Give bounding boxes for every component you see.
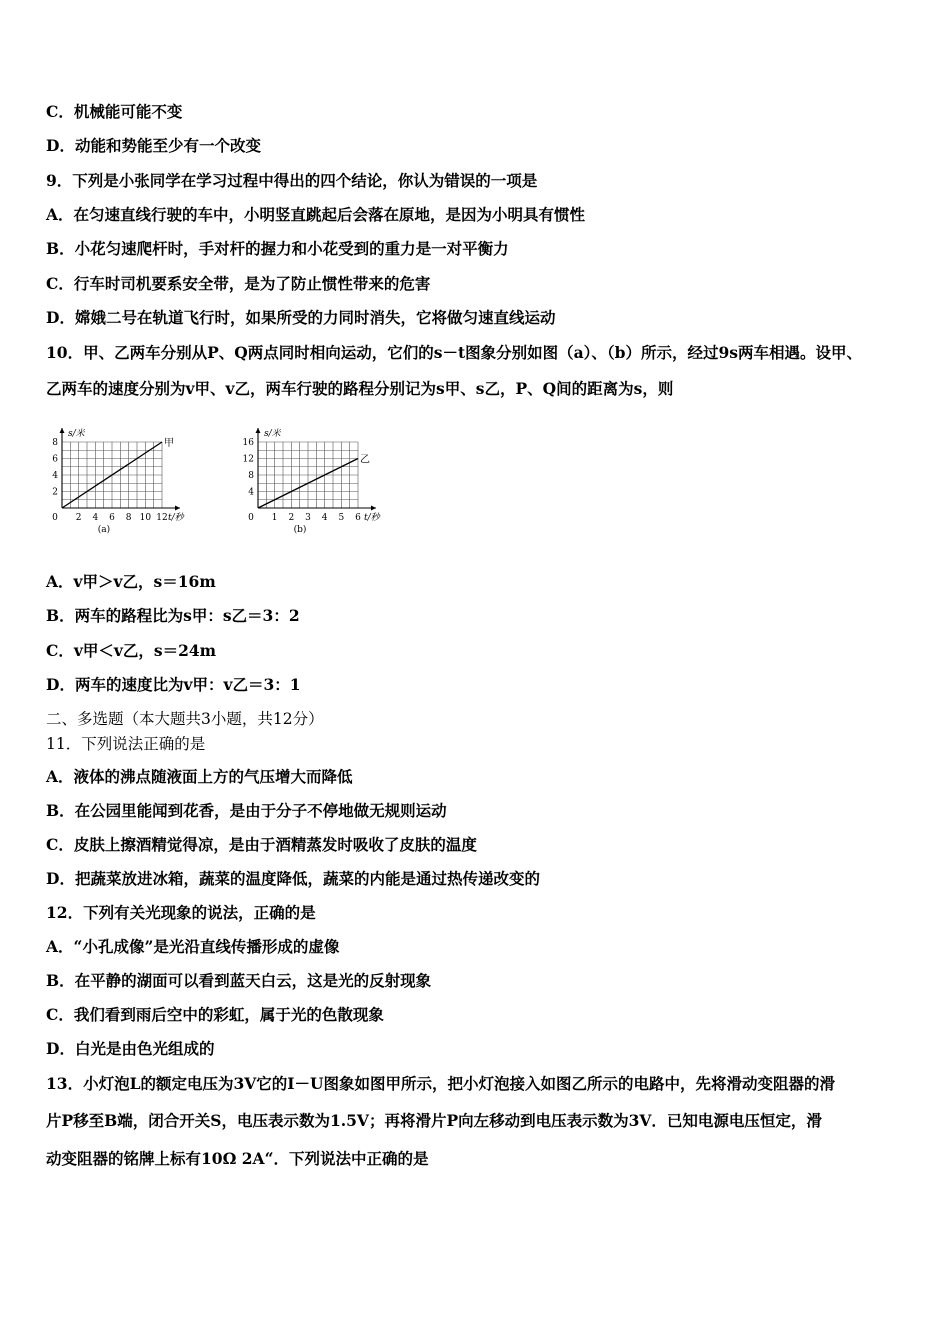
- chart-caption: (a): [97, 525, 111, 535]
- y-axis-label: s/米: [264, 429, 281, 439]
- q13-stem-line1: 13．小灯泡L的额定电压为3V它的I－U图象如图甲所示，把小灯泡接入如图乙所示的电路中，先将滑动变阻器的滑: [46, 1074, 836, 1093]
- q9-stem: 9．下列是小张同学在学习过程中得出的四个结论，你认为错误的一项是: [46, 171, 538, 190]
- x-tick-label: 4: [92, 513, 99, 523]
- q13-stem-line2: 片P移至B端，闭合开关S，电压表示数为1.5V；再将滑片P向左移动到电压表示数为3V．已知电源电压恒定，滑: [46, 1111, 822, 1130]
- q9-option-c: C．行车时司机要系安全带，是为了防止惯性带来的危害: [46, 274, 431, 293]
- q12-stem: 12．下列有关光现象的说法，正确的是: [46, 903, 316, 922]
- x-tick-label: 0: [248, 513, 254, 523]
- y-tick-label: 2: [52, 487, 58, 498]
- series-label: 乙: [360, 454, 370, 466]
- q13-stem-line3: 动变阻器的铭牌上标有10Ω 2A“．下列说法中正确的是: [46, 1149, 429, 1168]
- y-tick-label: 16: [242, 438, 254, 448]
- q8-option-d: D．动能和势能至少有一个改变: [46, 136, 261, 155]
- x-axis-arrow: [371, 506, 376, 511]
- q11-option-b: B．在公园里能闻到花香，是由于分子不停地做无规则运动: [46, 801, 447, 820]
- x-tick-label: 5: [338, 513, 345, 523]
- q10-option-d: D．两车的速度比为v甲：v乙＝3：1: [46, 675, 301, 694]
- x-tick-label: 2: [75, 513, 82, 523]
- q9-option-a: A．在匀速直线行驶的车中，小明竖直跳起后会落在原地，是因为小明具有惯性: [46, 205, 586, 224]
- q12-option-d: D．白光是由色光组成的: [46, 1039, 215, 1058]
- x-axis-label: t/秒: [168, 513, 184, 523]
- section-heading: 二、多选题（本大题共3小题，共12分）: [46, 710, 324, 728]
- q11-stem: 11．下列说法正确的是: [46, 735, 206, 753]
- q8-option-c: C．机械能可能不变: [46, 102, 183, 121]
- y-tick-label: 6: [52, 454, 58, 465]
- x-tick-label: 6: [109, 513, 115, 523]
- q11-option-a: A．液体的沸点随液面上方的气压增大而降低: [46, 767, 353, 786]
- x-tick-label: 2: [288, 513, 295, 523]
- q10-option-c: C．v甲＜v乙，s＝24m: [46, 641, 217, 660]
- x-tick-label: 10: [139, 513, 152, 523]
- q12-option-b: B．在平静的湖面可以看到蓝天白云，这是光的反射现象: [46, 971, 432, 990]
- y-tick-label: 8: [248, 471, 254, 481]
- q10-option-a: A．v甲＞v乙，s＝16m: [46, 572, 216, 591]
- x-tick-label: 0: [52, 513, 58, 523]
- chart-b: [243, 428, 382, 535]
- q12-option-c: C．我们看到雨后空中的彩虹，属于光的色散现象: [46, 1005, 384, 1024]
- chart-a: [52, 428, 186, 535]
- x-tick-label: 3: [305, 513, 311, 523]
- x-axis-arrow: [175, 506, 180, 511]
- q11-option-c: C．皮肤上擦酒精觉得凉，是由于酒精蒸发时吸收了皮肤的温度: [46, 835, 477, 854]
- q10-stem-line1: 10．甲、乙两车分别从P、Q两点同时相向运动，它们的s－t图象分别如图（a）、（b）所示，经过9s两车相遇。设甲、: [46, 343, 863, 362]
- x-tick-label: 4: [321, 513, 328, 523]
- y-axis-label: s/米: [68, 429, 85, 439]
- y-tick-label: 4: [248, 487, 254, 498]
- q10-figure: [40, 405, 420, 540]
- q10-stem-line2: 乙两车的速度分别为v甲、v乙，两车行驶的路程分别记为s甲、s乙，P、Q间的距离为s，则: [46, 379, 674, 398]
- chart-caption: (b): [293, 525, 307, 535]
- q9-option-d: D．嫦娥二号在轨道飞行时，如果所受的力同时消失，它将做匀速直线运动: [46, 308, 556, 327]
- y-tick-label: 4: [52, 471, 58, 481]
- q11-option-d: D．把蔬菜放进冰箱，蔬菜的温度降低，蔬菜的内能是通过热传递改变的: [46, 869, 540, 888]
- q9-option-b: B．小花匀速爬杆时，手对杆的握力和小花受到的重力是一对平衡力: [46, 239, 509, 258]
- x-tick-label: 1: [271, 513, 278, 523]
- x-tick-label: 8: [125, 513, 132, 523]
- x-tick-label: 12: [156, 513, 168, 523]
- y-axis-arrow: [256, 428, 261, 433]
- series-label: 甲: [164, 438, 174, 449]
- y-axis-arrow: [60, 428, 65, 433]
- y-tick-label: 8: [52, 438, 58, 448]
- q10-option-b: B．两车的路程比为s甲：s乙＝3：2: [46, 606, 300, 625]
- q12-option-a: A．“小孔成像”是光沿直线传播形成的虚像: [46, 937, 340, 956]
- x-tick-label: 6: [355, 513, 361, 523]
- x-axis-label: t/秒: [364, 513, 380, 523]
- y-tick-label: 12: [242, 454, 254, 465]
